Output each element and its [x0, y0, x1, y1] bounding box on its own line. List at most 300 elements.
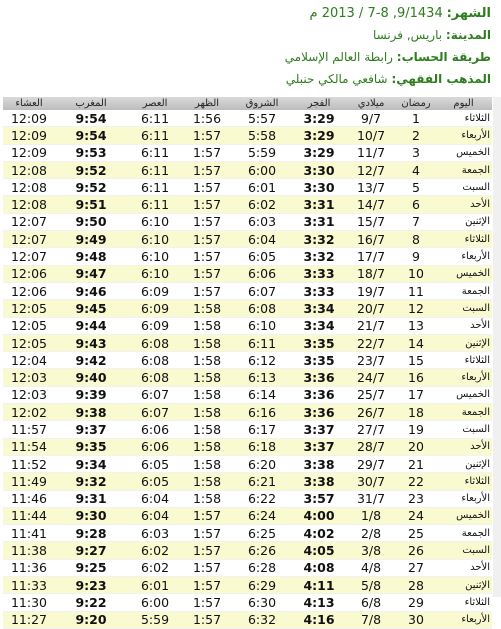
- cell-shuruq: 6:10: [231, 317, 293, 334]
- table-row: [3, 525, 492, 542]
- cell-maghrib: 9:39: [55, 386, 127, 403]
- cell-asr: 6:08: [127, 369, 183, 386]
- cell-isha: 12:05: [3, 317, 55, 334]
- table-row: [3, 404, 492, 421]
- cell-isha: 12:08: [3, 161, 55, 178]
- cell-day: الخميس: [435, 386, 492, 403]
- cell-asr: 6:11: [127, 179, 183, 196]
- cell-asr: 6:11: [127, 161, 183, 178]
- cell-isha: 12:06: [3, 282, 55, 299]
- cell-maghrib: 9:53: [55, 144, 127, 161]
- cell-day: الجمعة: [435, 404, 492, 421]
- cell-asr: 6:05: [127, 473, 183, 490]
- month-value: 9/1434, 8-7 / 2013 م: [309, 6, 443, 21]
- cell-maghrib: 9:32: [55, 473, 127, 490]
- cell-asr: 6:09: [127, 317, 183, 334]
- cell-asr: 6:05: [127, 455, 183, 472]
- cell-asr: 6:02: [127, 559, 183, 576]
- cell-date: 16/7: [345, 231, 397, 248]
- cell-date: 27/7: [345, 421, 397, 438]
- cell-dhuhr: 1:58: [183, 404, 231, 421]
- cell-fajr: 4:16: [293, 611, 345, 628]
- cell-date: 29/7: [345, 455, 397, 472]
- cell-isha: 11:30: [3, 594, 55, 611]
- cell-dhuhr: 1:58: [183, 300, 231, 317]
- cell-ramadan: 7: [397, 213, 435, 230]
- cell-isha: 12:09: [3, 110, 55, 127]
- cell-shuruq: 6:13: [231, 369, 293, 386]
- cell-ramadan: 4: [397, 161, 435, 178]
- cell-asr: 6:00: [127, 594, 183, 611]
- table-row: [3, 265, 492, 282]
- cell-day: الثلاثاء: [435, 473, 492, 490]
- cell-shuruq: 6:22: [231, 490, 293, 507]
- table-row: [3, 213, 492, 230]
- cell-maghrib: 9:31: [55, 490, 127, 507]
- cell-day: الأحد: [435, 438, 492, 455]
- cell-date: 22/7: [345, 334, 397, 351]
- cell-ramadan: 25: [397, 525, 435, 542]
- cell-ramadan: 12: [397, 300, 435, 317]
- cell-maghrib: 9:27: [55, 542, 127, 559]
- cell-shuruq: 6:11: [231, 334, 293, 351]
- cell-asr: 6:01: [127, 577, 183, 594]
- cell-asr: 6:07: [127, 404, 183, 421]
- cell-dhuhr: 1:57: [183, 265, 231, 282]
- column-header-dhuhr: الظهر: [183, 97, 231, 110]
- cell-isha: 12:06: [3, 265, 55, 282]
- cell-shuruq: 5:58: [231, 127, 293, 144]
- cell-maghrib: 9:20: [55, 611, 127, 628]
- table-row: [3, 317, 492, 334]
- cell-dhuhr: 1:58: [183, 473, 231, 490]
- cell-ramadan: 11: [397, 282, 435, 299]
- cell-fajr: 4:05: [293, 542, 345, 559]
- cell-isha: 11:46: [3, 490, 55, 507]
- column-header-maghrib: المغرب: [55, 97, 127, 110]
- column-header-date: ميلادي: [345, 97, 397, 110]
- cell-date: 15/7: [345, 213, 397, 230]
- cell-ramadan: 29: [397, 594, 435, 611]
- cell-date: 14/7: [345, 196, 397, 213]
- cell-asr: 6:09: [127, 282, 183, 299]
- cell-day: الأحد: [435, 559, 492, 576]
- cell-shuruq: 6:17: [231, 421, 293, 438]
- cell-isha: 11:27: [3, 611, 55, 628]
- cell-date: 31/7: [345, 490, 397, 507]
- table-body: [3, 110, 492, 628]
- cell-isha: 11:44: [3, 507, 55, 524]
- cell-day: السبت: [435, 300, 492, 317]
- cell-isha: 12:04: [3, 352, 55, 369]
- cell-date: 7/8: [345, 611, 397, 628]
- cell-date: 4/8: [345, 559, 397, 576]
- cell-date: 17/7: [345, 248, 397, 265]
- cell-dhuhr: 1:57: [183, 594, 231, 611]
- cell-ramadan: 27: [397, 559, 435, 576]
- cell-asr: 6:10: [127, 248, 183, 265]
- cell-maghrib: 9:28: [55, 525, 127, 542]
- cell-dhuhr: 1:57: [183, 144, 231, 161]
- column-header-isha: العشاء: [3, 97, 55, 110]
- cell-maghrib: 9:35: [55, 438, 127, 455]
- cell-dhuhr: 1:57: [183, 611, 231, 628]
- cell-shuruq: 6:06: [231, 265, 293, 282]
- table-row: [3, 386, 492, 403]
- madhab-value: شافعي مالكي حنبلي: [285, 72, 388, 86]
- table-row: [3, 507, 492, 524]
- table-row: [3, 334, 492, 351]
- cell-isha: 11:54: [3, 438, 55, 455]
- cell-shuruq: 6:04: [231, 231, 293, 248]
- cell-dhuhr: 1:57: [183, 127, 231, 144]
- cell-asr: 6:10: [127, 213, 183, 230]
- cell-ramadan: 10: [397, 265, 435, 282]
- table-row: [3, 196, 492, 213]
- table-row: [3, 438, 492, 455]
- cell-ramadan: 13: [397, 317, 435, 334]
- cell-dhuhr: 1:57: [183, 525, 231, 542]
- cell-date: 21/7: [345, 317, 397, 334]
- table-row: [3, 594, 492, 611]
- cell-asr: 6:06: [127, 438, 183, 455]
- cell-fajr: 3:37: [293, 421, 345, 438]
- cell-day: الإثنين: [435, 577, 492, 594]
- cell-ramadan: 21: [397, 455, 435, 472]
- cell-date: 13/7: [345, 179, 397, 196]
- cell-maghrib: 9:52: [55, 179, 127, 196]
- method-label: طريقة الحساب:: [396, 50, 491, 64]
- cell-day: الإثنين: [435, 213, 492, 230]
- cell-fajr: 4:02: [293, 525, 345, 542]
- table-row: [3, 559, 492, 576]
- cell-shuruq: 6:28: [231, 559, 293, 576]
- cell-asr: 6:03: [127, 525, 183, 542]
- table-row: [3, 577, 492, 594]
- table-row: [3, 369, 492, 386]
- cell-shuruq: 6:03: [231, 213, 293, 230]
- cell-shuruq: 6:30: [231, 594, 293, 611]
- cell-fajr: 3:33: [293, 282, 345, 299]
- table-row: [3, 127, 492, 144]
- cell-day: الخميس: [435, 144, 492, 161]
- cell-maghrib: 9:45: [55, 300, 127, 317]
- cell-day: الثلاثاء: [435, 231, 492, 248]
- page-header: [11, 2, 491, 90]
- cell-fajr: 3:36: [293, 404, 345, 421]
- cell-isha: 11:38: [3, 542, 55, 559]
- cell-dhuhr: 1:58: [183, 386, 231, 403]
- cell-isha: 12:02: [3, 404, 55, 421]
- table-row: [3, 473, 492, 490]
- cell-isha: 12:08: [3, 196, 55, 213]
- cell-asr: 6:11: [127, 127, 183, 144]
- cell-day: الثلاثاء: [435, 110, 492, 127]
- cell-ramadan: 5: [397, 179, 435, 196]
- cell-fajr: 3:36: [293, 369, 345, 386]
- cell-fajr: 3:38: [293, 473, 345, 490]
- table-row: [3, 248, 492, 265]
- cell-ramadan: 20: [397, 438, 435, 455]
- cell-date: 12/7: [345, 161, 397, 178]
- cell-date: 11/7: [345, 144, 397, 161]
- cell-asr: 5:59: [127, 611, 183, 628]
- madhab-label: المذهب الفقهي:: [391, 72, 491, 86]
- cell-fajr: 3:34: [293, 317, 345, 334]
- cell-ramadan: 30: [397, 611, 435, 628]
- cell-maghrib: 9:34: [55, 455, 127, 472]
- cell-fajr: 3:35: [293, 334, 345, 351]
- cell-date: 24/7: [345, 369, 397, 386]
- cell-fajr: 3:31: [293, 213, 345, 230]
- cell-asr: 6:11: [127, 110, 183, 127]
- cell-fajr: 3:57: [293, 490, 345, 507]
- cell-fajr: 4:08: [293, 559, 345, 576]
- cell-day: الأربعاء: [435, 611, 492, 628]
- cell-dhuhr: 1:57: [183, 542, 231, 559]
- city-label: المدينة:: [445, 28, 491, 42]
- cell-dhuhr: 1:57: [183, 213, 231, 230]
- cell-shuruq: 6:08: [231, 300, 293, 317]
- cell-shuruq: 6:07: [231, 282, 293, 299]
- cell-maghrib: 9:25: [55, 559, 127, 576]
- city-line: [11, 24, 491, 46]
- table-row: [3, 231, 492, 248]
- cell-dhuhr: 1:57: [183, 161, 231, 178]
- cell-fajr: 3:32: [293, 248, 345, 265]
- scrollbar[interactable]: [493, 97, 501, 597]
- cell-dhuhr: 1:57: [183, 507, 231, 524]
- cell-shuruq: 6:14: [231, 386, 293, 403]
- cell-ramadan: 2: [397, 127, 435, 144]
- cell-fajr: 3:29: [293, 110, 345, 127]
- cell-dhuhr: 1:58: [183, 334, 231, 351]
- cell-asr: 6:04: [127, 507, 183, 524]
- column-header-fajr: الفجر: [293, 97, 345, 110]
- cell-isha: 12:05: [3, 300, 55, 317]
- cell-day: الإثنين: [435, 455, 492, 472]
- cell-isha: 11:49: [3, 473, 55, 490]
- cell-day: الأربعاء: [435, 127, 492, 144]
- cell-shuruq: 6:26: [231, 542, 293, 559]
- cell-date: 25/7: [345, 386, 397, 403]
- cell-ramadan: 19: [397, 421, 435, 438]
- cell-day: السبت: [435, 179, 492, 196]
- cell-fajr: 3:30: [293, 161, 345, 178]
- cell-day: الإثنين: [435, 334, 492, 351]
- cell-shuruq: 6:00: [231, 161, 293, 178]
- cell-dhuhr: 1:57: [183, 179, 231, 196]
- cell-isha: 12:07: [3, 231, 55, 248]
- cell-dhuhr: 1:57: [183, 282, 231, 299]
- cell-dhuhr: 1:58: [183, 369, 231, 386]
- column-header-shuruq: الشروق: [231, 97, 293, 110]
- cell-date: 19/7: [345, 282, 397, 299]
- cell-date: 3/8: [345, 542, 397, 559]
- cell-asr: 6:11: [127, 196, 183, 213]
- cell-day: الأحد: [435, 317, 492, 334]
- cell-date: 6/8: [345, 594, 397, 611]
- cell-isha: 11:33: [3, 577, 55, 594]
- cell-ramadan: 1: [397, 110, 435, 127]
- cell-shuruq: 5:57: [231, 110, 293, 127]
- cell-day: الجمعة: [435, 161, 492, 178]
- table-row: [3, 110, 492, 127]
- cell-day: السبت: [435, 542, 492, 559]
- cell-ramadan: 26: [397, 542, 435, 559]
- cell-ramadan: 16: [397, 369, 435, 386]
- cell-day: الثلاثاء: [435, 352, 492, 369]
- cell-isha: 12:08: [3, 179, 55, 196]
- cell-date: 18/7: [345, 265, 397, 282]
- cell-dhuhr: 1:57: [183, 248, 231, 265]
- prayer-times-table: [3, 97, 492, 629]
- cell-maghrib: 9:52: [55, 161, 127, 178]
- table-row: [3, 421, 492, 438]
- cell-dhuhr: 1:58: [183, 490, 231, 507]
- cell-fajr: 3:29: [293, 127, 345, 144]
- cell-fajr: 3:38: [293, 455, 345, 472]
- cell-maghrib: 9:54: [55, 127, 127, 144]
- cell-maghrib: 9:46: [55, 282, 127, 299]
- cell-asr: 6:07: [127, 386, 183, 403]
- cell-dhuhr: 1:57: [183, 559, 231, 576]
- cell-date: 26/7: [345, 404, 397, 421]
- method-value: رابطة العالم الإسلامي: [284, 50, 393, 64]
- cell-maghrib: 9:47: [55, 265, 127, 282]
- cell-maghrib: 9:43: [55, 334, 127, 351]
- cell-date: 20/7: [345, 300, 397, 317]
- cell-date: 23/7: [345, 352, 397, 369]
- cell-day: الثلاثاء: [435, 594, 492, 611]
- cell-day: الأحد: [435, 196, 492, 213]
- cell-dhuhr: 1:58: [183, 421, 231, 438]
- cell-day: الأربعاء: [435, 248, 492, 265]
- cell-fajr: 3:31: [293, 196, 345, 213]
- cell-ramadan: 17: [397, 386, 435, 403]
- cell-date: 30/7: [345, 473, 397, 490]
- cell-maghrib: 9:30: [55, 507, 127, 524]
- cell-ramadan: 22: [397, 473, 435, 490]
- cell-fajr: 3:34: [293, 300, 345, 317]
- cell-dhuhr: 1:58: [183, 438, 231, 455]
- cell-fajr: 3:37: [293, 438, 345, 455]
- cell-maghrib: 9:49: [55, 231, 127, 248]
- cell-ramadan: 18: [397, 404, 435, 421]
- cell-dhuhr: 1:57: [183, 577, 231, 594]
- cell-date: 9/7: [345, 110, 397, 127]
- cell-ramadan: 14: [397, 334, 435, 351]
- cell-shuruq: 6:20: [231, 455, 293, 472]
- cell-asr: 6:08: [127, 352, 183, 369]
- month-line: [11, 2, 491, 24]
- cell-ramadan: 24: [397, 507, 435, 524]
- cell-day: الخميس: [435, 507, 492, 524]
- table-header-row: [3, 97, 492, 110]
- cell-shuruq: 6:16: [231, 404, 293, 421]
- prayer-times-table-wrapper: [3, 97, 492, 629]
- cell-asr: 6:11: [127, 144, 183, 161]
- month-label: الشهر:: [446, 6, 491, 21]
- cell-day: الخميس: [435, 265, 492, 282]
- table-row: [3, 282, 492, 299]
- cell-isha: 12:09: [3, 127, 55, 144]
- cell-maghrib: 9:40: [55, 369, 127, 386]
- column-header-day: اليوم: [435, 97, 492, 110]
- cell-shuruq: 6:32: [231, 611, 293, 628]
- table-row: [3, 542, 492, 559]
- cell-day: الأربعاء: [435, 369, 492, 386]
- cell-shuruq: 6:01: [231, 179, 293, 196]
- cell-shuruq: 6:12: [231, 352, 293, 369]
- cell-date: 1/8: [345, 507, 397, 524]
- cell-asr: 6:06: [127, 421, 183, 438]
- cell-asr: 6:08: [127, 334, 183, 351]
- cell-fajr: 3:30: [293, 179, 345, 196]
- cell-day: الجمعة: [435, 525, 492, 542]
- cell-maghrib: 9:23: [55, 577, 127, 594]
- cell-dhuhr: 1:58: [183, 455, 231, 472]
- cell-day: السبت: [435, 421, 492, 438]
- cell-ramadan: 23: [397, 490, 435, 507]
- cell-maghrib: 9:22: [55, 594, 127, 611]
- cell-date: 10/7: [345, 127, 397, 144]
- cell-isha: 12:03: [3, 386, 55, 403]
- cell-dhuhr: 1:56: [183, 110, 231, 127]
- cell-maghrib: 9:37: [55, 421, 127, 438]
- table-row: [3, 490, 492, 507]
- cell-ramadan: 15: [397, 352, 435, 369]
- cell-fajr: 4:13: [293, 594, 345, 611]
- cell-maghrib: 9:51: [55, 196, 127, 213]
- cell-shuruq: 6:29: [231, 577, 293, 594]
- table-row: [3, 352, 492, 369]
- cell-asr: 6:10: [127, 231, 183, 248]
- city-value: باريس, فرنسا: [372, 28, 443, 42]
- cell-fajr: 3:35: [293, 352, 345, 369]
- cell-maghrib: 9:48: [55, 248, 127, 265]
- cell-shuruq: 6:05: [231, 248, 293, 265]
- cell-maghrib: 9:42: [55, 352, 127, 369]
- cell-ramadan: 9: [397, 248, 435, 265]
- cell-isha: 11:52: [3, 455, 55, 472]
- cell-asr: 6:10: [127, 265, 183, 282]
- cell-isha: 11:57: [3, 421, 55, 438]
- cell-maghrib: 9:54: [55, 110, 127, 127]
- cell-day: الجمعة: [435, 282, 492, 299]
- cell-fajr: 3:36: [293, 386, 345, 403]
- cell-fajr: 3:33: [293, 265, 345, 282]
- cell-fajr: 4:00: [293, 507, 345, 524]
- cell-date: 2/8: [345, 525, 397, 542]
- cell-shuruq: 6:25: [231, 525, 293, 542]
- cell-ramadan: 3: [397, 144, 435, 161]
- cell-day: الأربعاء: [435, 490, 492, 507]
- table-row: [3, 161, 492, 178]
- table-row: [3, 455, 492, 472]
- cell-ramadan: 8: [397, 231, 435, 248]
- cell-dhuhr: 1:58: [183, 352, 231, 369]
- cell-isha: 11:36: [3, 559, 55, 576]
- cell-asr: 6:04: [127, 490, 183, 507]
- cell-shuruq: 6:21: [231, 473, 293, 490]
- cell-asr: 6:09: [127, 300, 183, 317]
- cell-isha: 12:05: [3, 334, 55, 351]
- cell-maghrib: 9:50: [55, 213, 127, 230]
- cell-dhuhr: 1:57: [183, 231, 231, 248]
- cell-fajr: 3:29: [293, 144, 345, 161]
- cell-asr: 6:02: [127, 542, 183, 559]
